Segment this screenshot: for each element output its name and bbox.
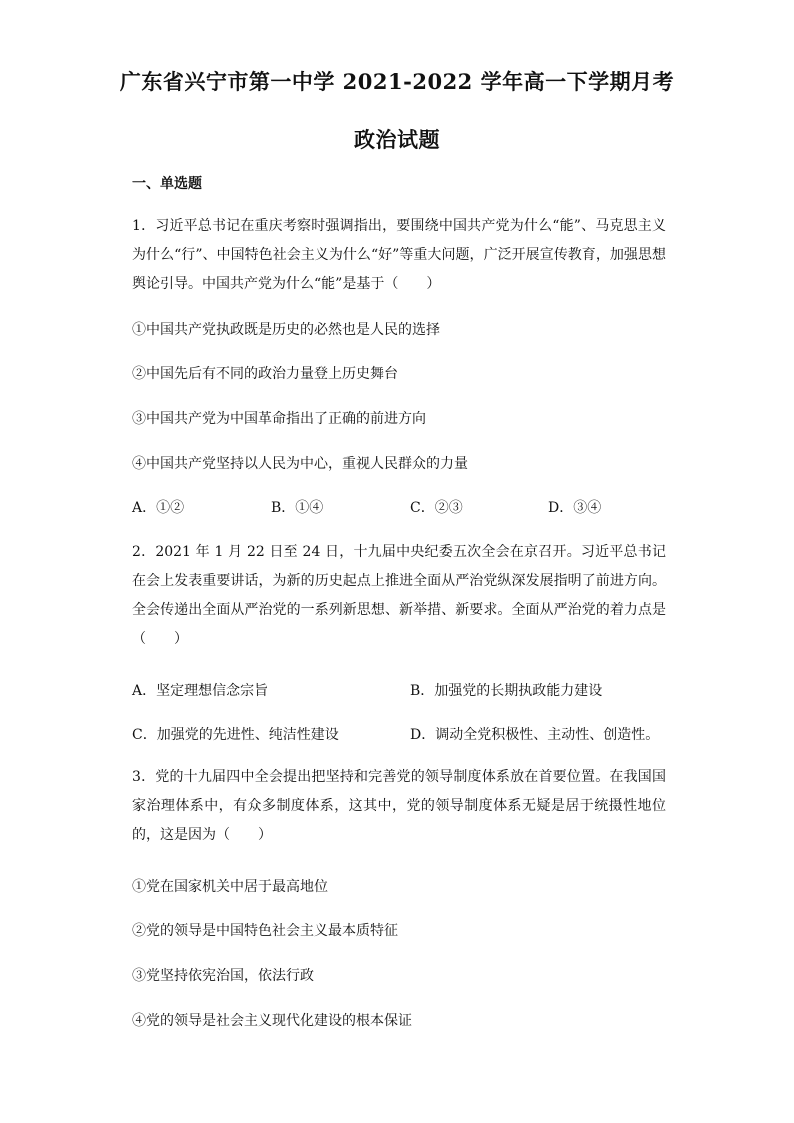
question-2-stem: 2．2021 年 1 月 22 日至 24 日，十九届中央纪委五次全会在京召开。习近平总书记在会上发表重要讲话，为新的历史起点上推进全面从严治党纵深发展指明了前进方向。全会传递出全面从严治党的一系列新思想、新举措、新要求。全面从严治党的着力点是（ ） bbox=[132, 544, 666, 647]
question-1-option-b: B．①④ bbox=[271, 500, 324, 516]
question-1-stem: 1．习近平总书记在重庆考察时强调指出，要围绕中国共产党为什么“能”、马克思主义为什么“行”、中国特色社会主义为什么“好”等重大问题，广泛开展宣传教育，加强思想舆论引导。中国共产党为什么“能”是基于（ ） bbox=[132, 218, 666, 292]
question-1-statement-1: ①中国共产党执政既是历史的必然也是人民的选择 bbox=[132, 322, 440, 338]
question-3-statement-3: ③党坚持依宪治国，依法行政 bbox=[132, 968, 314, 984]
question-3-statement-2: ②党的领导是中国特色社会主义最本质特征 bbox=[132, 923, 398, 939]
question-1-option-c: C．②③ bbox=[410, 500, 463, 516]
question-1-statement-4: ④中国共产党坚持以人民为中心，重视人民群众的力量 bbox=[132, 456, 468, 472]
question-1-option-d: D．③④ bbox=[548, 500, 602, 516]
document-title: 广东省兴宁市第一中学 2021-2022 学年高一下学期月考 bbox=[119, 69, 675, 94]
question-2-option-a: A．坚定理想信念宗旨 bbox=[132, 683, 269, 699]
question-1-option-a: A．①② bbox=[132, 500, 185, 516]
question-1-statement-2: ②中国先后有不同的政治力量登上历史舞台 bbox=[132, 366, 398, 382]
question-3-stem: 3．党的十九届四中全会提出把坚持和完善党的领导制度体系放在首要位置。在我国国家治理体系中，有众多制度体系，这其中，党的领导制度体系无疑是居于统摄性地位的，这是因为（ ） bbox=[132, 769, 666, 843]
question-3-statement-4: ④党的领导是社会主义现代化建设的根本保证 bbox=[132, 1013, 412, 1029]
question-2-option-d: D．调动全党积极性、主动性、创造性。 bbox=[410, 727, 660, 743]
question-2-option-c: C．加强党的先进性、纯洁性建设 bbox=[132, 727, 339, 743]
question-2-option-b: B．加强党的长期执政能力建设 bbox=[410, 683, 603, 699]
section-heading: 一、单选题 bbox=[132, 176, 202, 192]
question-1-statement-3: ③中国共产党为中国革命指出了正确的前进方向 bbox=[132, 411, 426, 427]
question-3-statement-1: ①党在国家机关中居于最高地位 bbox=[132, 879, 328, 895]
document-subtitle: 政治试题 bbox=[354, 127, 440, 152]
